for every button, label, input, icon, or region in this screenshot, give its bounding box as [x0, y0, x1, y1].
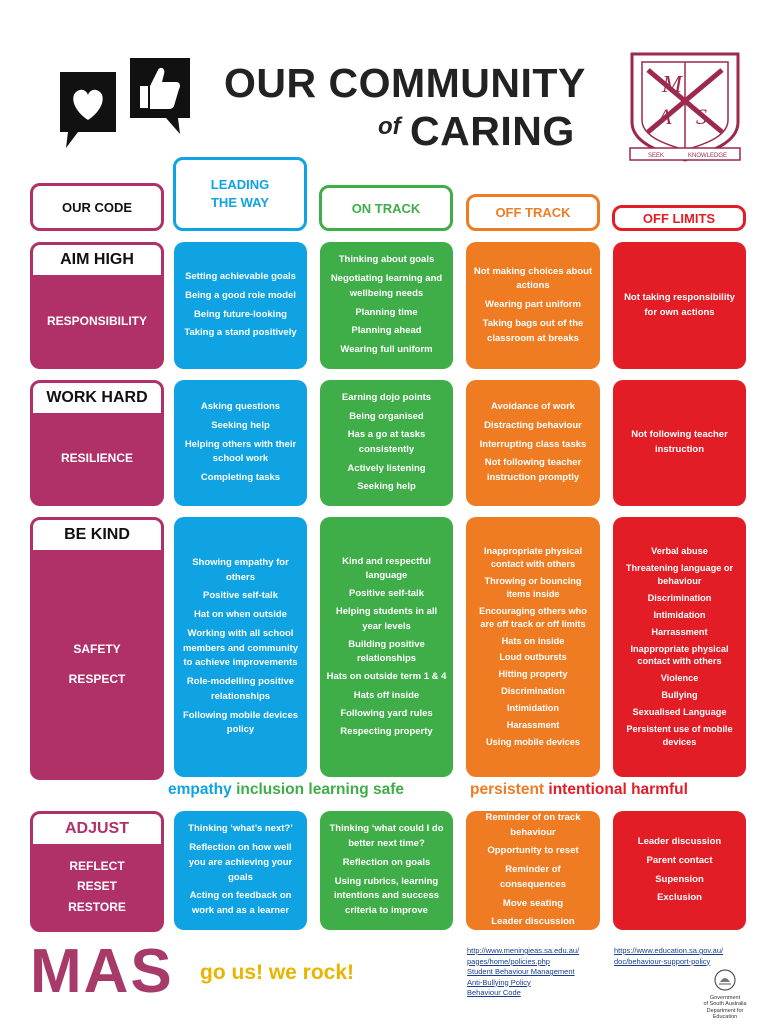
adjust-off-limits-box	[613, 811, 746, 930]
list-item: Leader discussion	[637, 836, 722, 848]
govt-line: Government	[709, 994, 741, 1001]
crest-motto-left: SEEK	[648, 153, 665, 159]
govt-line: of South Australia	[703, 1001, 747, 1008]
link[interactable]: https://www.education.sa.gov.au/	[614, 946, 724, 955]
list-item: Parent contact	[646, 854, 713, 866]
govt-line: Department for Education	[706, 1007, 744, 1021]
row-title: WORK HARD	[33, 383, 161, 413]
list-item: Seeking help	[211, 419, 270, 431]
row-title: BE KIND	[33, 520, 161, 550]
be-kind-leading-box	[174, 517, 307, 777]
column-header-off-limits: OFF LIMITS	[612, 205, 746, 231]
school-crest-icon	[628, 52, 742, 164]
list-item: Taking a stand positively	[184, 327, 297, 339]
list-item: Thinking about goals	[338, 254, 435, 266]
list-item: Following mobile devices policy	[182, 709, 299, 736]
row-value: RESET	[76, 879, 117, 894]
list-item: Throwing or bouncing items inside	[484, 576, 582, 599]
list-item: Has a go at tasks consistently	[347, 429, 426, 455]
list-item: Hats off inside	[353, 689, 420, 701]
government-crest-icon	[713, 968, 737, 992]
row-label-aim-high	[30, 242, 164, 369]
page-title: OUR COMMUNITY	[224, 60, 586, 106]
list-item: Thinking ‘what could I do better next time?	[329, 823, 444, 850]
list-item: Move seating	[502, 897, 564, 909]
row-title: AIM HIGH	[33, 245, 161, 275]
value-word: learning	[308, 781, 369, 798]
list-item: Respecting property	[340, 726, 433, 738]
row-label-adjust	[30, 811, 164, 932]
list-item: Threatening language or behaviour	[625, 563, 734, 587]
list-item: Working with all school members and community to achieve improvements	[182, 627, 299, 669]
list-item: Using mobile devices	[486, 736, 580, 747]
list-item: Intimidation	[653, 609, 706, 620]
list-item: Being future-looking	[194, 308, 287, 320]
list-item: Loud outbursts	[499, 652, 567, 663]
list-item: Opportunity to reset	[487, 845, 579, 857]
aim-high-leading-box	[174, 242, 307, 369]
link[interactable]: Behaviour Code	[467, 988, 521, 997]
title-connector: of	[378, 113, 401, 140]
list-item: Planning ahead	[351, 325, 422, 337]
aim-high-on-track-box	[320, 242, 453, 369]
list-item: Sexualised Language	[632, 707, 727, 718]
school-logo-text: MAS	[30, 937, 174, 1006]
value-word: empathy	[168, 781, 232, 798]
school-policy-links	[467, 946, 579, 999]
row-value: RESTORE	[68, 899, 126, 914]
list-item: Harrassment	[651, 626, 708, 637]
work-hard-off-limits-box	[613, 380, 746, 506]
be-kind-off-track-box	[466, 517, 600, 777]
be-kind-on-track-box	[320, 517, 453, 777]
list-item: Planning time	[355, 306, 418, 318]
link[interactable]: pages/home/policies.php	[467, 956, 550, 966]
list-item: Kind and respectful language	[342, 555, 431, 581]
link[interactable]: http://www.meningieas.sa.edu.au/	[467, 946, 580, 955]
work-hard-on-track-box	[320, 380, 453, 506]
list-item: Setting achievable goals	[185, 271, 296, 283]
crest-letter-a: A	[658, 104, 672, 129]
row-title: ADJUST	[33, 814, 161, 844]
list-item: Actively listening	[347, 462, 426, 474]
list-item: Positive self-talk	[349, 588, 424, 600]
list-item: Thinking ‘what’s next?’	[188, 823, 293, 835]
list-item: Not following teacher instruction promptly	[484, 457, 582, 484]
list-item: Acting on feedback on work and as a learner	[189, 890, 292, 916]
list-item: Verbal abuse	[651, 546, 708, 557]
list-item: Negotiating learning and wellbeing needs	[330, 273, 443, 299]
list-item: Helping others with their school work	[184, 438, 297, 465]
list-item: Following yard rules	[340, 707, 433, 719]
list-item: Avoidance of work	[490, 401, 576, 413]
value-word: inclusion	[236, 781, 305, 798]
adjust-off-track-box	[466, 811, 600, 930]
list-item: Hats on inside	[501, 635, 565, 646]
list-item: Supension	[655, 873, 704, 885]
list-item: Not taking responsibility for own actions	[624, 291, 735, 318]
adjust-leading-box	[174, 811, 307, 930]
value-word: persistent	[470, 781, 545, 798]
list-item: Interrupting class tasks	[479, 438, 587, 450]
row-value: REFLECT	[69, 858, 125, 873]
list-item: Reminder of on track behaviour	[485, 811, 581, 838]
work-hard-off-track-box	[466, 380, 600, 506]
list-item: Helping students in all year levels	[335, 606, 438, 632]
list-item: Discrimination	[501, 686, 565, 697]
list-item: Leader discussion	[491, 916, 575, 928]
heart-speech-icon	[56, 70, 120, 150]
be-kind-off-limits-box	[613, 517, 746, 777]
list-item: Building positive relationships	[348, 638, 425, 665]
list-item: Hat on when outside	[194, 609, 287, 621]
list-item: Being a good role model	[185, 289, 296, 301]
column-header-on-track: ON TRACK	[319, 185, 453, 231]
link[interactable]: Student Behaviour Management	[467, 967, 575, 976]
list-item: Reflection on how well you are achieving your goals	[188, 842, 293, 883]
list-item: Hitting property	[498, 669, 568, 680]
thumbs-up-speech-icon	[128, 56, 192, 136]
adjust-on-track-box	[320, 811, 453, 930]
column-header-leading-the-way: LEADING THE WAY	[173, 157, 307, 231]
department-policy-links	[614, 946, 723, 967]
list-item: Harassment	[506, 719, 560, 730]
list-item: Positive self-talk	[203, 590, 278, 602]
positive-values-line	[168, 781, 404, 799]
list-item: Completing tasks	[200, 472, 281, 484]
value-word: intentional	[548, 781, 627, 798]
aim-high-off-limits-box	[613, 242, 746, 369]
column-header-our-code: OUR CODE	[30, 183, 164, 231]
list-item: Distracting behaviour	[484, 419, 582, 431]
list-item: Violence	[660, 673, 699, 684]
list-item: Reflection on goals	[342, 856, 431, 868]
list-item: Reminder of consequences	[500, 864, 566, 890]
list-item: Wearing part uniform	[485, 299, 581, 311]
row-value: RESILIENCE	[60, 451, 133, 465]
list-item: Discrimination	[647, 592, 712, 603]
list-item: Using rubrics, learning intentions and success criteria to improve	[333, 875, 440, 916]
list-item: Showing empathy for others	[192, 557, 289, 583]
link[interactable]: doc/behaviour-support-policy	[614, 956, 711, 966]
list-item: Earning dojo points	[341, 391, 432, 403]
crest-motto-right: KNOWLEDGE	[688, 153, 728, 159]
slogan: go us! we rock!	[200, 961, 355, 984]
column-header-off-track: OFF TRACK	[466, 194, 600, 231]
list-item: Bullying	[661, 690, 698, 701]
negative-values-line	[470, 781, 688, 799]
list-item: Asking questions	[200, 401, 281, 413]
list-item: Not following teacher instruction	[631, 429, 728, 455]
list-item: Taking bags out of the classroom at breaks	[482, 317, 584, 344]
list-item: Hats on outside term 1 & 4	[326, 671, 447, 683]
list-item: Not making choices about actions	[473, 265, 593, 292]
list-item: Seeking help	[357, 481, 416, 493]
list-item: Inappropriate physical contact with others	[630, 643, 729, 667]
government-logo	[700, 968, 750, 1021]
value-word: safe	[373, 781, 405, 798]
aim-high-off-track-box	[466, 242, 600, 369]
page-subtitle: CARING	[410, 108, 575, 154]
row-label-be-kind	[30, 517, 164, 780]
row-value: RESPONSIBILITY	[46, 313, 147, 328]
row-label-work-hard	[30, 380, 164, 506]
work-hard-leading-box	[174, 380, 307, 506]
list-item: Being organised	[349, 410, 424, 422]
list-item: Encouraging others who are off track or off limits	[479, 605, 587, 629]
value-word: harmful	[631, 781, 688, 798]
list-item: Intimidation	[506, 703, 560, 714]
list-item: Inappropriate physical contact with others	[483, 546, 583, 570]
crest-letter-s: S	[696, 104, 707, 129]
list-item: Persistent use of mobile devices	[626, 723, 733, 747]
row-value: SAFETY	[73, 641, 121, 656]
list-item: Role-modelling positive relationships	[186, 676, 295, 702]
crest-letter-m: M	[662, 72, 682, 98]
list-item: Exclusion	[657, 892, 702, 904]
row-value: RESPECT	[68, 671, 126, 686]
link[interactable]: Anti-Bullying Policy	[467, 977, 531, 987]
list-item: Wearing full uniform	[340, 343, 433, 355]
